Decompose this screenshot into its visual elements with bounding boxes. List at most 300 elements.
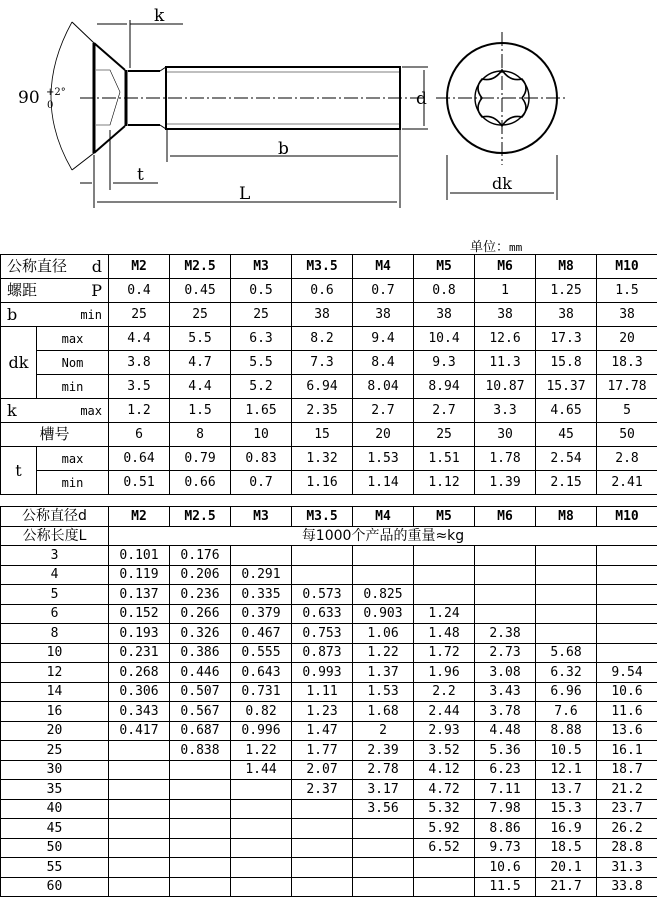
size-header: M4 bbox=[353, 255, 414, 279]
weight-cell: 5.36 bbox=[475, 741, 536, 761]
weight-cell: 21.2 bbox=[597, 780, 657, 800]
weight-cell bbox=[353, 858, 414, 878]
spec-header-row bbox=[1, 255, 657, 279]
table-cell: 1.78 bbox=[475, 447, 536, 471]
length-cell: 10 bbox=[1, 643, 109, 663]
table-cell: 38 bbox=[292, 303, 353, 327]
table-cell: 9.3 bbox=[414, 351, 475, 375]
table-cell: 10.87 bbox=[475, 375, 536, 399]
table-row bbox=[1, 663, 657, 683]
weight-cell: 33.8 bbox=[597, 877, 657, 897]
pitch-label: 螺距 P bbox=[1, 279, 109, 303]
size-header: M6 bbox=[475, 255, 536, 279]
dk-label: dk bbox=[1, 327, 37, 399]
weight-cell bbox=[475, 546, 536, 566]
weight-cell: 0.555 bbox=[231, 643, 292, 663]
weight-cell bbox=[292, 819, 353, 839]
table-cell: 3.5 bbox=[109, 375, 170, 399]
length-cell: 8 bbox=[1, 624, 109, 644]
size-header: M2.5 bbox=[170, 255, 231, 279]
table-cell: 1.2 bbox=[109, 399, 170, 423]
weight-caption: 每1000个产品的重量≈kg bbox=[109, 526, 657, 546]
table-cell: 0.6 bbox=[292, 279, 353, 303]
weight-cell: 6.32 bbox=[536, 663, 597, 683]
table-cell: 0.4 bbox=[109, 279, 170, 303]
weight-cell bbox=[170, 780, 231, 800]
table-cell: 4.7 bbox=[170, 351, 231, 375]
weight-cell: 0.206 bbox=[170, 565, 231, 585]
table-cell: 5.2 bbox=[231, 375, 292, 399]
weight-cell bbox=[414, 585, 475, 605]
weight-cell: 0.633 bbox=[292, 604, 353, 624]
table-row bbox=[1, 780, 657, 800]
weight-cell bbox=[170, 858, 231, 878]
table-cell: 30 bbox=[475, 423, 536, 447]
weight-cell: 0.101 bbox=[109, 546, 170, 566]
weight-cell: 6.23 bbox=[475, 760, 536, 780]
length-cell: 25 bbox=[1, 741, 109, 761]
weight-cell: 1.48 bbox=[414, 624, 475, 644]
table-cell: 6.94 bbox=[292, 375, 353, 399]
weight-cell: 21.7 bbox=[536, 877, 597, 897]
weight-cell bbox=[414, 565, 475, 585]
weight-cell: 9.54 bbox=[597, 663, 657, 683]
weight-cell: 1.72 bbox=[414, 643, 475, 663]
weight-cell: 0.306 bbox=[109, 682, 170, 702]
weight-cell: 1.24 bbox=[414, 604, 475, 624]
table-cell: 0.66 bbox=[170, 471, 231, 495]
table-row bbox=[1, 819, 657, 839]
weight-cell: 3.52 bbox=[414, 741, 475, 761]
table-cell: 10 bbox=[231, 423, 292, 447]
table-row bbox=[1, 799, 657, 819]
weight-cell: 10.6 bbox=[597, 682, 657, 702]
weight-cell: 18.7 bbox=[597, 760, 657, 780]
weight-cell bbox=[170, 799, 231, 819]
table-cell: 5 bbox=[597, 399, 657, 423]
weight-cell: 3.17 bbox=[353, 780, 414, 800]
table-cell: 2.7 bbox=[353, 399, 414, 423]
weight-cell bbox=[109, 819, 170, 839]
weight-cell: 2.37 bbox=[292, 780, 353, 800]
table-cell: 4.4 bbox=[170, 375, 231, 399]
table-cell: 0.8 bbox=[414, 279, 475, 303]
table-cell: 17.78 bbox=[597, 375, 657, 399]
table-row bbox=[1, 682, 657, 702]
length-cell: 50 bbox=[1, 838, 109, 858]
weight-cell: 0.507 bbox=[170, 682, 231, 702]
t-sub-label: min bbox=[37, 471, 109, 495]
t-min-row bbox=[1, 471, 657, 495]
weight-cell: 2.38 bbox=[475, 624, 536, 644]
nominal-diameter-header: 公称直径d bbox=[1, 507, 109, 527]
weight-cell: 2.93 bbox=[414, 721, 475, 741]
weight-cell: 0.753 bbox=[292, 624, 353, 644]
weight-cell: 2.44 bbox=[414, 702, 475, 722]
size-header: M10 bbox=[597, 255, 657, 279]
table-cell: 1.12 bbox=[414, 471, 475, 495]
weight-cell bbox=[536, 624, 597, 644]
unit-prefix: 单位： bbox=[470, 240, 509, 255]
unit-value: mm bbox=[509, 241, 522, 254]
table-cell: 11.3 bbox=[475, 351, 536, 375]
weight-cell bbox=[231, 546, 292, 566]
dk-sub-label: Nom bbox=[37, 351, 109, 375]
weight-cell: 0.137 bbox=[109, 585, 170, 605]
weight-cell: 5.32 bbox=[414, 799, 475, 819]
weight-cell: 3.78 bbox=[475, 702, 536, 722]
weight-cell bbox=[292, 858, 353, 878]
size-header: M10 bbox=[597, 507, 657, 527]
angle-tolerance-upper: +2° bbox=[46, 87, 66, 98]
weight-cell: 1.77 bbox=[292, 741, 353, 761]
dim-dk-label: dk bbox=[492, 174, 512, 193]
table-cell: 0.64 bbox=[109, 447, 170, 471]
table-row bbox=[1, 858, 657, 878]
table-cell: 45 bbox=[536, 423, 597, 447]
weight-cell bbox=[353, 838, 414, 858]
weight-cell: 0.873 bbox=[292, 643, 353, 663]
weight-cell bbox=[353, 819, 414, 839]
weight-cell: 11.6 bbox=[597, 702, 657, 722]
weight-cell bbox=[597, 624, 657, 644]
weight-cell: 1.23 bbox=[292, 702, 353, 722]
table-cell: 1 bbox=[475, 279, 536, 303]
weight-cell: 28.8 bbox=[597, 838, 657, 858]
weight-cell: 0.993 bbox=[292, 663, 353, 683]
t-sub-label: max bbox=[37, 447, 109, 471]
table-row bbox=[1, 721, 657, 741]
weight-cell bbox=[109, 741, 170, 761]
weight-cell: 13.6 bbox=[597, 721, 657, 741]
weight-cell bbox=[292, 877, 353, 897]
weight-cell bbox=[597, 565, 657, 585]
table-cell: 15.37 bbox=[536, 375, 597, 399]
table-cell: 0.45 bbox=[170, 279, 231, 303]
weight-cell: 5.68 bbox=[536, 643, 597, 663]
weight-cell: 0.152 bbox=[109, 604, 170, 624]
weight-cell: 3.08 bbox=[475, 663, 536, 683]
weight-cell bbox=[109, 877, 170, 897]
table-cell: 8.04 bbox=[353, 375, 414, 399]
nominal-diameter-header: 公称直径 d bbox=[1, 255, 109, 279]
weight-cell: 4.72 bbox=[414, 780, 475, 800]
table-cell: 1.65 bbox=[231, 399, 292, 423]
table-cell: 9.4 bbox=[353, 327, 414, 351]
weight-cell: 0.291 bbox=[231, 565, 292, 585]
length-cell: 16 bbox=[1, 702, 109, 722]
length-cell: 35 bbox=[1, 780, 109, 800]
table-row bbox=[1, 585, 657, 605]
table-cell: 2.35 bbox=[292, 399, 353, 423]
weight-cell bbox=[292, 546, 353, 566]
weight-cell bbox=[414, 877, 475, 897]
table-cell: 8 bbox=[170, 423, 231, 447]
weight-cell bbox=[597, 585, 657, 605]
weight-cell: 0.996 bbox=[231, 721, 292, 741]
weight-cell bbox=[231, 819, 292, 839]
thread-length-row bbox=[1, 303, 657, 327]
weight-cell bbox=[109, 780, 170, 800]
weight-cell bbox=[231, 838, 292, 858]
weight-cell bbox=[536, 604, 597, 624]
dk-sub-label: min bbox=[37, 375, 109, 399]
table-cell: 3.8 bbox=[109, 351, 170, 375]
dk-min-row bbox=[1, 375, 657, 399]
weight-cell: 0.838 bbox=[170, 741, 231, 761]
table-cell: 38 bbox=[536, 303, 597, 327]
length-cell: 3 bbox=[1, 546, 109, 566]
t-label: t bbox=[1, 447, 37, 495]
weight-cell: 13.7 bbox=[536, 780, 597, 800]
table-cell: 38 bbox=[353, 303, 414, 327]
weight-cell: 18.5 bbox=[536, 838, 597, 858]
weight-cell bbox=[536, 585, 597, 605]
weight-cell: 1.06 bbox=[353, 624, 414, 644]
weight-cell bbox=[109, 799, 170, 819]
weight-cell: 4.48 bbox=[475, 721, 536, 741]
weight-cell bbox=[597, 604, 657, 624]
weight-cell bbox=[292, 838, 353, 858]
table-cell: 1.5 bbox=[597, 279, 657, 303]
weight-cell: 0.825 bbox=[353, 585, 414, 605]
table-cell: 7.3 bbox=[292, 351, 353, 375]
size-header: M8 bbox=[536, 507, 597, 527]
table-cell: 8.2 bbox=[292, 327, 353, 351]
unit-label bbox=[470, 236, 522, 255]
table-cell: 2.8 bbox=[597, 447, 657, 471]
table-cell: 1.51 bbox=[414, 447, 475, 471]
table-row bbox=[1, 702, 657, 722]
weight-cell: 8.86 bbox=[475, 819, 536, 839]
table-cell: 25 bbox=[170, 303, 231, 327]
weight-cell: 16.9 bbox=[536, 819, 597, 839]
weight-cell: 1.11 bbox=[292, 682, 353, 702]
table-cell: 1.16 bbox=[292, 471, 353, 495]
size-header: M2.5 bbox=[170, 507, 231, 527]
table-cell: 0.5 bbox=[231, 279, 292, 303]
table-cell: 15.8 bbox=[536, 351, 597, 375]
table-row bbox=[1, 760, 657, 780]
weight-cell: 1.47 bbox=[292, 721, 353, 741]
weight-cell: 0.417 bbox=[109, 721, 170, 741]
weight-cell: 0.335 bbox=[231, 585, 292, 605]
weight-cell bbox=[597, 643, 657, 663]
weight-cell: 23.7 bbox=[597, 799, 657, 819]
table-cell: 38 bbox=[475, 303, 536, 327]
table-row bbox=[1, 643, 657, 663]
weight-header-row bbox=[1, 507, 657, 527]
weight-cell bbox=[475, 565, 536, 585]
weight-cell: 0.731 bbox=[231, 682, 292, 702]
table-cell: 2.41 bbox=[597, 471, 657, 495]
weight-cell: 3.56 bbox=[353, 799, 414, 819]
weight-cell: 5.92 bbox=[414, 819, 475, 839]
weight-cell: 0.573 bbox=[292, 585, 353, 605]
length-cell: 40 bbox=[1, 799, 109, 819]
weight-cell bbox=[109, 760, 170, 780]
length-cell: 45 bbox=[1, 819, 109, 839]
table-cell: 1.39 bbox=[475, 471, 536, 495]
table-cell: 8.4 bbox=[353, 351, 414, 375]
weight-cell: 1.37 bbox=[353, 663, 414, 683]
weight-cell bbox=[414, 546, 475, 566]
table-cell: 1.32 bbox=[292, 447, 353, 471]
weight-cell: 0.236 bbox=[170, 585, 231, 605]
screw-drawing bbox=[0, 0, 657, 230]
weight-cell: 0.231 bbox=[109, 643, 170, 663]
weight-cell: 2.78 bbox=[353, 760, 414, 780]
weight-cell bbox=[353, 546, 414, 566]
weight-cell bbox=[292, 565, 353, 585]
t-max-row bbox=[1, 447, 657, 471]
dk-nom-row bbox=[1, 351, 657, 375]
weight-cell bbox=[170, 760, 231, 780]
weight-cell bbox=[109, 858, 170, 878]
table-row bbox=[1, 877, 657, 897]
table-cell: 38 bbox=[414, 303, 475, 327]
weight-cell: 20.1 bbox=[536, 858, 597, 878]
angle-tolerance-lower: 0 bbox=[47, 100, 53, 111]
size-header: M3 bbox=[231, 507, 292, 527]
dimension-spec-table bbox=[0, 254, 657, 495]
weight-cell: 0.643 bbox=[231, 663, 292, 683]
table-cell: 6 bbox=[109, 423, 170, 447]
length-cell: 55 bbox=[1, 858, 109, 878]
weight-cell bbox=[231, 780, 292, 800]
weight-cell: 16.1 bbox=[597, 741, 657, 761]
table-cell: 0.51 bbox=[109, 471, 170, 495]
table-cell: 1.5 bbox=[170, 399, 231, 423]
dim-L-label: L bbox=[239, 184, 250, 204]
length-cell: 20 bbox=[1, 721, 109, 741]
size-header: M3.5 bbox=[292, 255, 353, 279]
table-cell: 0.7 bbox=[231, 471, 292, 495]
k-label: k max bbox=[1, 399, 109, 423]
weight-cell: 1.44 bbox=[231, 760, 292, 780]
weight-cell: 0.687 bbox=[170, 721, 231, 741]
length-cell: 12 bbox=[1, 663, 109, 683]
weight-cell: 0.266 bbox=[170, 604, 231, 624]
table-row bbox=[1, 624, 657, 644]
weight-cell bbox=[414, 858, 475, 878]
weight-cell: 0.567 bbox=[170, 702, 231, 722]
table-cell: 18.3 bbox=[597, 351, 657, 375]
weight-cell: 8.88 bbox=[536, 721, 597, 741]
weight-cell: 1.53 bbox=[353, 682, 414, 702]
table-cell: 3.3 bbox=[475, 399, 536, 423]
table-cell: 4.4 bbox=[109, 327, 170, 351]
thread-length-label: b min bbox=[1, 303, 109, 327]
size-header: M5 bbox=[414, 255, 475, 279]
weight-cell: 10.6 bbox=[475, 858, 536, 878]
weight-table bbox=[0, 506, 657, 897]
weight-cell: 0.379 bbox=[231, 604, 292, 624]
weight-cell: 6.52 bbox=[414, 838, 475, 858]
dk-sub-label: max bbox=[37, 327, 109, 351]
weight-cell: 0.903 bbox=[353, 604, 414, 624]
table-cell: 8.94 bbox=[414, 375, 475, 399]
weight-cell: 2.07 bbox=[292, 760, 353, 780]
dim-d-label: d bbox=[416, 89, 427, 109]
weight-caption-row bbox=[1, 526, 657, 546]
table-cell: 2.15 bbox=[536, 471, 597, 495]
table-cell: 0.79 bbox=[170, 447, 231, 471]
weight-cell bbox=[353, 565, 414, 585]
weight-cell: 0.268 bbox=[109, 663, 170, 683]
table-cell: 2.54 bbox=[536, 447, 597, 471]
weight-cell: 1.68 bbox=[353, 702, 414, 722]
weight-cell: 2.73 bbox=[475, 643, 536, 663]
pitch-row bbox=[1, 279, 657, 303]
size-header: M3 bbox=[231, 255, 292, 279]
size-header: M6 bbox=[475, 507, 536, 527]
length-cell: 4 bbox=[1, 565, 109, 585]
weight-cell: 2 bbox=[353, 721, 414, 741]
size-header: M8 bbox=[536, 255, 597, 279]
table-cell: 1.53 bbox=[353, 447, 414, 471]
dim-b-label: b bbox=[278, 139, 289, 159]
weight-cell: 15.3 bbox=[536, 799, 597, 819]
length-cell: 14 bbox=[1, 682, 109, 702]
length-cell: 60 bbox=[1, 877, 109, 897]
weight-cell: 11.5 bbox=[475, 877, 536, 897]
table-cell: 25 bbox=[414, 423, 475, 447]
weight-cell: 31.3 bbox=[597, 858, 657, 878]
table-cell: 0.83 bbox=[231, 447, 292, 471]
weight-cell bbox=[536, 546, 597, 566]
weight-cell bbox=[292, 799, 353, 819]
table-cell: 12.6 bbox=[475, 327, 536, 351]
table-cell: 25 bbox=[231, 303, 292, 327]
slot-number-label: 槽号 bbox=[1, 423, 109, 447]
weight-cell bbox=[536, 565, 597, 585]
weight-cell: 0.176 bbox=[170, 546, 231, 566]
dim-t-label: t bbox=[137, 165, 144, 185]
size-header: M5 bbox=[414, 507, 475, 527]
weight-cell: 7.6 bbox=[536, 702, 597, 722]
slot-number-row bbox=[1, 423, 657, 447]
table-row bbox=[1, 546, 657, 566]
weight-cell bbox=[109, 838, 170, 858]
weight-cell: 2.2 bbox=[414, 682, 475, 702]
table-row bbox=[1, 838, 657, 858]
table-cell: 25 bbox=[109, 303, 170, 327]
table-cell: 2.7 bbox=[414, 399, 475, 423]
weight-cell: 7.11 bbox=[475, 780, 536, 800]
length-cell: 6 bbox=[1, 604, 109, 624]
weight-cell bbox=[475, 585, 536, 605]
table-cell: 17.3 bbox=[536, 327, 597, 351]
nominal-length-header: 公称长度L bbox=[1, 526, 109, 546]
length-cell: 30 bbox=[1, 760, 109, 780]
weight-cell bbox=[475, 604, 536, 624]
weight-cell: 0.119 bbox=[109, 565, 170, 585]
dim-k-label: k bbox=[154, 6, 165, 26]
weight-cell: 10.5 bbox=[536, 741, 597, 761]
weight-cell: 0.193 bbox=[109, 624, 170, 644]
weight-cell: 7.98 bbox=[475, 799, 536, 819]
weight-cell: 9.73 bbox=[475, 838, 536, 858]
size-header: M3.5 bbox=[292, 507, 353, 527]
table-cell: 15 bbox=[292, 423, 353, 447]
weight-cell: 0.82 bbox=[231, 702, 292, 722]
table-cell: 50 bbox=[597, 423, 657, 447]
table-cell: 4.65 bbox=[536, 399, 597, 423]
weight-cell: 1.96 bbox=[414, 663, 475, 683]
weight-cell: 2.39 bbox=[353, 741, 414, 761]
weight-cell bbox=[170, 838, 231, 858]
